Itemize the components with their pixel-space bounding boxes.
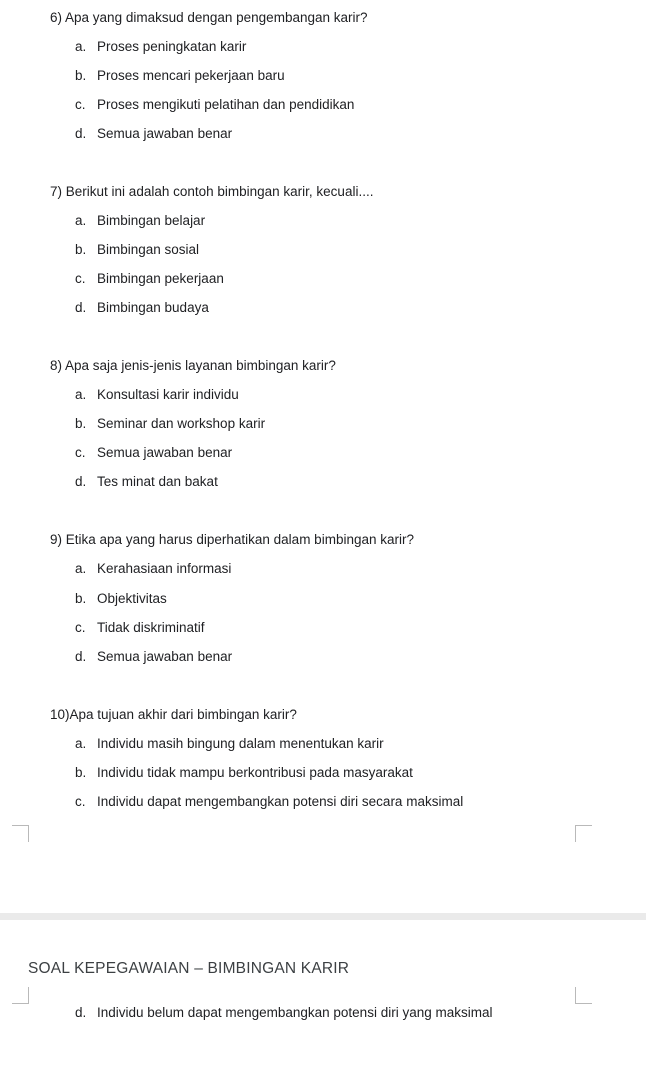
question-text: Apa saja jenis-jenis layanan bimbingan karir? (65, 358, 336, 373)
option-text: Semua jawaban benar (97, 126, 233, 141)
option-text: Proses peningkatan karir (97, 39, 247, 54)
option-letter: b. (75, 68, 87, 83)
q10-option-c (75, 794, 463, 809)
page-corner-marker (12, 825, 29, 842)
page-corner-marker (12, 987, 29, 1004)
question-6 (50, 10, 368, 25)
q8-option-a (75, 387, 239, 402)
question-number: 6) (50, 10, 63, 25)
option-letter: d. (75, 126, 87, 141)
option-text: Proses mengikuti pelatihan dan pendidikan (97, 97, 355, 112)
option-text: Individu belum dapat mengembangkan potensi diri yang maksimal (97, 1005, 493, 1020)
question-9 (50, 532, 414, 547)
question-number: 7) (50, 184, 63, 199)
page-break (0, 913, 646, 920)
option-text: Objektivitas (97, 591, 167, 606)
option-text: Individu tidak mampu berkontribusi pada masyarakat (97, 765, 413, 780)
q10-option-b (75, 765, 413, 780)
option-letter: b. (75, 416, 87, 431)
question-text: Berikut ini adalah contoh bimbingan karir, kecuali.... (65, 184, 374, 199)
option-text: Konsultasi karir individu (97, 387, 239, 402)
q9-option-a (75, 561, 231, 576)
question-text: Etika apa yang harus diperhatikan dalam bimbingan karir? (65, 532, 414, 547)
q8-option-b (75, 416, 265, 431)
option-text: Bimbingan pekerjaan (97, 271, 224, 286)
page-header: SOAL KEPEGAWAIAN – BIMBINGAN KARIR (28, 960, 350, 977)
option-text: Semua jawaban benar (97, 649, 233, 664)
q8-option-d (75, 474, 218, 489)
q6-option-b (75, 68, 285, 83)
option-letter: c. (75, 97, 86, 112)
option-text: Tes minat dan bakat (97, 474, 218, 489)
q6-option-d (75, 126, 232, 141)
option-text: Individu masih bingung dalam menentukan karir (97, 736, 384, 751)
q7-option-a (75, 213, 205, 228)
page-corner-marker (575, 987, 592, 1004)
q9-option-d (75, 649, 232, 664)
q9-option-c (75, 620, 205, 635)
q7-option-c (75, 271, 224, 286)
option-letter: c. (75, 271, 86, 286)
option-text: Individu dapat mengembangkan potensi diri secara maksimal (97, 794, 464, 809)
option-letter: d. (75, 649, 87, 664)
option-letter: a. (75, 561, 87, 576)
q6-option-a (75, 39, 246, 54)
question-8 (50, 358, 336, 373)
option-text: Kerahasiaan informasi (97, 561, 232, 576)
option-letter: d. (75, 300, 87, 315)
option-text: Proses mencari pekerjaan baru (97, 68, 285, 83)
option-letter: b. (75, 765, 87, 780)
option-letter: a. (75, 213, 87, 228)
question-text: Apa yang dimaksud dengan pengembangan karir? (65, 10, 368, 25)
option-letter: c. (75, 794, 86, 809)
q10-option-d (75, 1005, 492, 1020)
option-text: Bimbingan sosial (97, 242, 200, 257)
question-text: Apa tujuan akhir dari bimbingan karir? (69, 707, 297, 722)
option-letter: b. (75, 591, 87, 606)
q7-option-d (75, 300, 209, 315)
q8-option-c (75, 445, 232, 460)
option-letter: a. (75, 39, 87, 54)
option-letter: c. (75, 445, 86, 460)
option-text: Bimbingan budaya (97, 300, 209, 315)
q10-option-a (75, 736, 384, 751)
option-text: Tidak diskriminatif (97, 620, 205, 635)
question-number: 8) (50, 358, 63, 373)
question-number: 9) (50, 532, 63, 547)
question-7 (50, 184, 373, 199)
option-text: Semua jawaban benar (97, 445, 233, 460)
option-text: Seminar dan workshop karir (97, 416, 266, 431)
q9-option-b (75, 591, 167, 606)
question-number: 10) (50, 707, 70, 722)
option-text: Bimbingan belajar (97, 213, 206, 228)
question-10 (50, 707, 297, 722)
page-corner-marker (575, 825, 592, 842)
q6-option-c (75, 97, 354, 112)
option-letter: d. (75, 1005, 87, 1020)
option-letter: d. (75, 474, 87, 489)
option-letter: b. (75, 242, 87, 257)
option-letter: a. (75, 736, 87, 751)
option-letter: a. (75, 387, 87, 402)
option-letter: c. (75, 620, 86, 635)
q7-option-b (75, 242, 199, 257)
